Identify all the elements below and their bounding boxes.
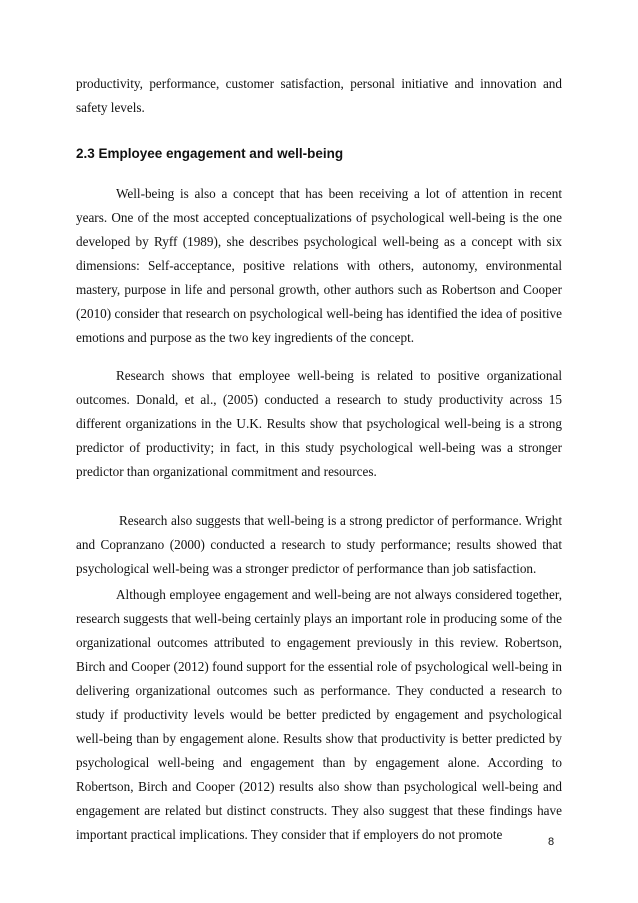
page-number: 8: [548, 836, 555, 848]
section-heading: 2.3 Employee engagement and well-being: [76, 146, 344, 161]
paragraph-research-outcomes: Research shows that employee well-being is related to positive organizational outcomes. Donald, et al., (2005) conducted a research to study productivity across 15 different organizations in the U.K. Results show that psychological well-being is a strong predictor of productivity; in fact, in this study psychological well-being was a stronger predictor than organizational commitment and resources.: [76, 368, 562, 479]
paragraph-engagement-wellbeing: Although employee engagement and well-being are not always considered together, research suggests that well-being certainly plays an important role in producing some of the organizational outcomes attributed to engagement previously in this review. Robertson, Birch and Cooper (2012) found support for the essential role of psychological well-being in delivering organizational outcomes such as performance. They conducted a research to study if productivity levels would be better predicted by engagement and psychological well-being than by engagement alone. Results show that productivity is better predicted by psychological well-being and engagement than by engagement alone. According to Robertson, Birch and Cooper (2012) results also show than psychological well-being and engagement are related but distinct constructs. They also suggest that these findings have important practical implications. They consider that if employers do not promote: [76, 587, 562, 842]
intro-paragraph: productivity, performance, customer satisfaction, personal initiative and innovation and safety levels.: [76, 76, 562, 115]
intro-text-block: [76, 72, 562, 120]
body-text-block-1: [76, 182, 562, 350]
body-text-block-4: [76, 583, 562, 847]
paragraph-wellbeing-concept: Well-being is also a concept that has been receiving a lot of attention in recent years. One of the most accepted conceptualizations of psychological well-being is the one developed by Ryff (1989), she describes psychological well-being as a concept with six dimensions: Self-acceptance, positive relations with others, autonomy, environmental mastery, purpose in life and personal growth, other authors such as Robertson and Cooper (2010) consider that research on psychological well-being has identified the idea of positive emotions and purpose as the two key ingredients of the concept.: [76, 186, 562, 345]
body-text-block-3: [76, 509, 562, 581]
paragraph-performance: Research also suggests that well-being is a strong predictor of performance. Wright and Copranzano (2000) conducted a research to study performance; results showed that psychological well-being was a stronger predictor of performance than job satisfaction.: [76, 513, 562, 576]
body-text-block-2: [76, 364, 562, 484]
